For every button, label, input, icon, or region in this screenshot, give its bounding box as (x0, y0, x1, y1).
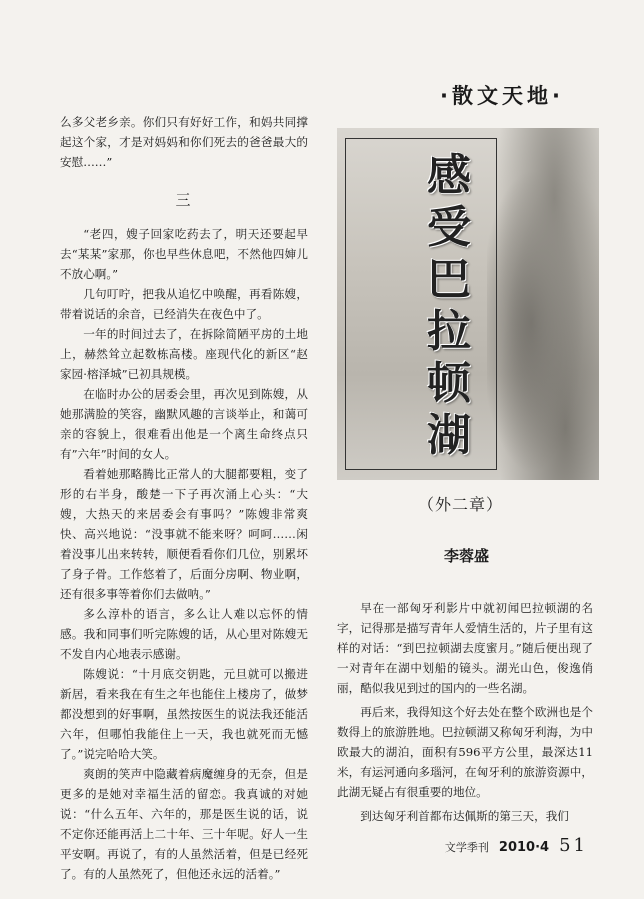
author-name: 李蓉盛 (444, 547, 490, 565)
title-char: 感 (427, 150, 471, 201)
title-illustration (337, 128, 599, 480)
title-char: 湖 (427, 410, 471, 461)
article-subtitle: （外二章） (418, 495, 504, 514)
title-char: 受 (427, 202, 471, 253)
paragraph: “老四，嫂子回家吃药去了，明天还要起早去“某某”家那，你也早些休息吧，不然他四婶儿不放心啊。” (60, 227, 308, 281)
section-number: 三 (175, 191, 193, 209)
left-column (60, 112, 308, 884)
title-char: 顿 (427, 358, 471, 409)
right-column (337, 598, 593, 830)
article-title (399, 150, 499, 462)
paragraph: 几句叮咛，把我从追忆中唤醒，再看陈嫂，带着说话的余音，已经消失在夜色中了。 (60, 287, 308, 321)
tree-illustration (487, 128, 599, 480)
paragraph: 到达匈牙利首都布达佩斯的第三天，我们 (360, 809, 569, 823)
page-number: 51 (559, 835, 588, 856)
paragraph: 爽朗的笑声中隐藏着病魔缠身的无奈，但是更多的是她对幸福生活的留恋。我真诚的对她说：“什么五年、六年的，那是医生说的话，说不定你还能再活上二十年、三十年呢。好人一生平安啊。再说了，有的人虽然活着，但是已经死了。有的人虽然死了，但他还永远的活着。” (60, 767, 308, 881)
issue-number: 2010·4 (498, 840, 550, 855)
paragraph: 再后来，我得知这个好去处在整个欧洲也是个数得上的旅游胜地。巴拉顿湖又称匈牙利海，为中欧最大的湖泊，面积有596平方公里，最深达11米，有运河通向多瑙河，在匈牙利的旅游资源中，此湖无疑占有很重要的地位。 (337, 705, 593, 799)
magazine-name: 文学季刊 (444, 841, 489, 854)
paragraph: 一年的时间过去了，在拆除简陋平房的土地上，赫然耸立起数栋高楼。座现代化的新区“赵家园·榕泽城”已初具规模。 (60, 327, 308, 381)
paragraph: 陈嫂说：“十月底交钥匙，元旦就可以搬进新居，看来我在有生之年也能住上楼房了，做梦都没想到的好事啊，虽然按医生的说法我还能活六年，但哪怕我能住上一天，我也就死而无憾了。”说完哈哈大笑。 (60, 667, 308, 761)
paragraph: 看着她那略腾比正常人的大腿都要粗，变了形的右半身，酸楚一下子再次涌上心头：“大嫂，大热天的来居委会有事吗？”陈嫂非常爽快、高兴地说：“没事就不能来呀？呵呵……闲着没事儿出来转转，顺便看看你们几位，别累坏了身子骨。工作悠着了，后面分房啊、物业啊，还有很多事等着你们去做呐。” (60, 467, 308, 601)
title-char: 巴 (427, 254, 471, 305)
title-char: 拉 (427, 306, 471, 357)
page-footer (445, 835, 588, 856)
paragraph: 么多父老乡亲。你们只有好好工作，和妈共同撑起这个家，才是对妈妈和你们死去的爸爸最大的安慰……” (60, 115, 308, 169)
column-header: ·散文天地· (440, 84, 564, 108)
paragraph: 早在一部匈牙利影片中就初闻巴拉顿湖的名字，记得那是描写青年人爱情生活的，片子里有这样的对话：“到巴拉顿湖去度蜜月。”随后便出现了一对青年在湖中划船的镜头。湖光山色，俊逸俏丽，酷似我见到过的国内的一些名湖。 (337, 601, 593, 695)
paragraph: 在临时办公的居委会里，再次见到陈嫂，从她那满脸的笑容，幽默风趣的言谈举止，和蔼可亲的容貌上，很难看出他是一个离生命终点只有”六年”时间的女人。 (60, 387, 308, 461)
paragraph: 多么淳朴的语言，多么让人难以忘怀的情感。我和同事们听完陈嫂的话，从心里对陈嫂无不发自内心地表示感谢。 (60, 607, 308, 661)
